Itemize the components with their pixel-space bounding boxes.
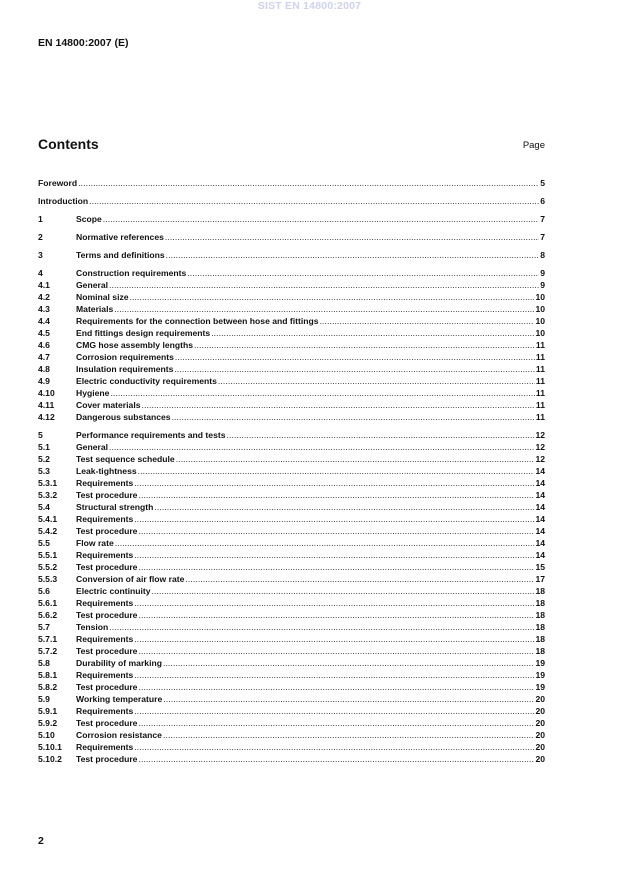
toc-entry[interactable]	[38, 537, 545, 549]
toc-entry-title: Requirements	[76, 598, 134, 608]
toc-entry-title: Tension	[76, 622, 109, 632]
toc-entry-title: Test procedure	[76, 562, 138, 572]
toc-entry-number: 4.8	[38, 364, 50, 374]
toc-entry-title: Test procedure	[76, 526, 138, 536]
toc-entry-number: 4.12	[38, 412, 55, 422]
toc-entry-title: Normative references	[76, 232, 164, 242]
toc-entry-page: 10	[535, 292, 545, 302]
toc-entry-number: 4.9	[38, 376, 50, 386]
toc-entry-page: 20	[535, 694, 545, 704]
toc-dot-leader	[154, 501, 534, 513]
toc-entry-number: 4.3	[38, 304, 50, 314]
toc-entry-page: 19	[535, 658, 545, 668]
toc-entry-number: 4.5	[38, 328, 50, 338]
toc-entry-number: 5.5.1	[38, 550, 58, 560]
toc-entry[interactable]	[38, 351, 545, 363]
toc-dot-leader	[163, 657, 534, 669]
toc-dot-leader	[152, 585, 535, 597]
toc-entry[interactable]	[38, 429, 545, 441]
toc-entry[interactable]	[38, 441, 545, 453]
toc-entry-number: 5.1	[38, 442, 50, 452]
toc-entry-page: 14	[535, 466, 545, 476]
table-of-contents	[38, 177, 545, 765]
toc-dot-leader	[174, 363, 534, 375]
toc-entry[interactable]	[38, 489, 545, 501]
toc-dot-leader	[138, 609, 534, 621]
toc-entry[interactable]	[38, 717, 545, 729]
toc-entry-title: Nominal size	[76, 292, 129, 302]
document-header: EN 14800:2007 (E)	[38, 37, 129, 49]
toc-entry-title: Requirements	[76, 670, 134, 680]
toc-entry[interactable]	[38, 339, 545, 351]
toc-entry-number: 5.10.2	[38, 754, 62, 764]
toc-entry-number: 5.10	[38, 730, 55, 740]
toc-entry-page: 14	[535, 550, 545, 560]
toc-entry[interactable]	[38, 315, 545, 327]
toc-dot-leader	[163, 693, 534, 705]
page-title: Contents	[38, 136, 99, 152]
toc-entry-page: 9	[540, 280, 545, 290]
toc-entry[interactable]	[38, 561, 545, 573]
toc-entry-title: Electric continuity	[76, 586, 151, 596]
toc-dot-leader	[163, 729, 534, 741]
toc-entry[interactable]	[38, 411, 545, 423]
toc-entry[interactable]	[38, 621, 545, 633]
toc-dot-leader	[134, 669, 534, 681]
toc-entry-title: Corrosion requirements	[76, 352, 174, 362]
toc-entry[interactable]	[38, 195, 545, 207]
toc-dot-leader	[134, 741, 534, 753]
toc-entry[interactable]	[38, 549, 545, 561]
toc-entry[interactable]	[38, 681, 545, 693]
toc-entry[interactable]	[38, 303, 545, 315]
toc-entry-number: 3	[38, 250, 43, 260]
toc-entry-page: 18	[535, 622, 545, 632]
toc-entry-number: 5.5.2	[38, 562, 58, 572]
toc-entry[interactable]	[38, 363, 545, 375]
toc-entry-title: Structural strength	[76, 502, 154, 512]
toc-entry-page: 14	[535, 478, 545, 488]
toc-entry-page: 18	[535, 646, 545, 656]
toc-dot-leader	[165, 231, 539, 243]
toc-dot-leader	[138, 561, 534, 573]
toc-entry-title: Working temperature	[76, 694, 163, 704]
toc-entry-number: 4.4	[38, 316, 50, 326]
toc-dot-leader	[218, 375, 535, 387]
toc-dot-leader	[138, 489, 534, 501]
toc-entry-page: 12	[535, 430, 545, 440]
toc-entry-number: 5.8	[38, 658, 50, 668]
toc-dot-leader	[134, 549, 534, 561]
toc-entry-page: 8	[540, 250, 545, 260]
toc-dot-leader	[175, 351, 535, 363]
toc-entry-number: 5.6	[38, 586, 50, 596]
toc-entry-page: 12	[535, 442, 545, 452]
toc-entry-title: Scope	[76, 214, 102, 224]
toc-entry-number: 5.8.1	[38, 670, 58, 680]
toc-entry[interactable]	[38, 669, 545, 681]
toc-entry-page: 5	[540, 178, 545, 188]
toc-entry-number: 4.11	[38, 400, 55, 410]
toc-entry-number: 4.7	[38, 352, 50, 362]
toc-entry-number: 5.7	[38, 622, 50, 632]
toc-entry-title: Test procedure	[76, 718, 138, 728]
toc-entry-number: 5.5	[38, 538, 50, 548]
toc-dot-leader	[130, 291, 535, 303]
toc-entry-page: 14	[535, 502, 545, 512]
toc-entry-page: 12	[535, 454, 545, 464]
toc-entry-page: 7	[540, 214, 545, 224]
toc-entry[interactable]	[38, 573, 545, 585]
toc-dot-leader	[227, 429, 535, 441]
toc-dot-leader	[109, 621, 534, 633]
toc-entry-title: Requirements	[76, 478, 134, 488]
toc-entry[interactable]	[38, 327, 545, 339]
toc-entry[interactable]	[38, 249, 545, 261]
toc-dot-leader	[172, 411, 535, 423]
toc-entry-page: 18	[535, 634, 545, 644]
toc-entry-title: Performance requirements and tests	[76, 430, 226, 440]
toc-entry-title: Materials	[76, 304, 114, 314]
toc-entry-number: 5.7.1	[38, 634, 58, 644]
toc-entry-page: 11	[535, 400, 545, 410]
toc-entry-title: Test sequence schedule	[76, 454, 175, 464]
toc-entry-title: CMG hose assembly lengths	[76, 340, 194, 350]
toc-entry-page: 19	[535, 670, 545, 680]
toc-entry[interactable]	[38, 279, 545, 291]
page-number: 2	[38, 835, 44, 847]
toc-dot-leader	[103, 213, 539, 225]
toc-entry-title: Test procedure	[76, 610, 138, 620]
toc-entry-title: Requirements	[76, 514, 134, 524]
toc-entry[interactable]	[38, 585, 545, 597]
toc-entry-title: Requirements	[76, 550, 134, 560]
toc-entry-title: Insulation requirements	[76, 364, 174, 374]
toc-entry-number: 4.10	[38, 388, 55, 398]
toc-entry-title: Test procedure	[76, 754, 138, 764]
toc-entry-number: 5.4	[38, 502, 50, 512]
toc-dot-leader	[185, 573, 534, 585]
toc-entry-page: 20	[535, 754, 545, 764]
toc-entry[interactable]	[38, 231, 545, 243]
toc-entry-number: 4.1	[38, 280, 50, 290]
toc-entry-title: Corrosion resistance	[76, 730, 162, 740]
toc-entry-number: 5.10.1	[38, 742, 62, 752]
toc-entry-title: Flow rate	[76, 538, 114, 548]
toc-entry-page: 11	[535, 412, 545, 422]
toc-entry-title: Test procedure	[76, 490, 138, 500]
toc-entry-page: 14	[535, 526, 545, 536]
toc-entry[interactable]	[38, 477, 545, 489]
toc-entry[interactable]	[38, 693, 545, 705]
toc-entry-number: 1	[38, 214, 43, 224]
toc-entry-title: End fittings design requirements	[76, 328, 211, 338]
toc-entry[interactable]	[38, 729, 545, 741]
toc-entry-title: Hygiene	[76, 388, 110, 398]
toc-entry-page: 14	[535, 514, 545, 524]
toc-entry[interactable]	[38, 741, 545, 753]
toc-entry-page: 19	[535, 682, 545, 692]
toc-entry-title: Requirements for the connection between hose and fittings	[76, 316, 319, 326]
toc-entry[interactable]	[38, 753, 545, 765]
toc-entry-title: Test procedure	[76, 682, 138, 692]
toc-entry-title: Construction requirements	[76, 268, 187, 278]
toc-entry-number: 5.9.2	[38, 718, 58, 728]
toc-entry-title: Terms and definitions	[76, 250, 165, 260]
toc-dot-leader	[109, 279, 539, 291]
toc-dot-leader	[187, 267, 539, 279]
toc-entry-page: 11	[535, 352, 545, 362]
toc-entry[interactable]	[38, 375, 545, 387]
toc-entry[interactable]	[38, 633, 545, 645]
toc-entry[interactable]	[38, 609, 545, 621]
toc-dot-leader	[134, 477, 534, 489]
toc-dot-leader	[138, 681, 534, 693]
toc-entry-page: 6	[540, 196, 545, 206]
toc-entry-number: 5.4.2	[38, 526, 58, 536]
toc-entry-title: Leak-tightness	[76, 466, 137, 476]
toc-entry[interactable]	[38, 213, 545, 225]
toc-entry-page: 18	[535, 598, 545, 608]
toc-entry-page: 14	[535, 538, 545, 548]
toc-dot-leader	[134, 705, 534, 717]
toc-dot-leader	[78, 177, 539, 189]
toc-entry-title: Electric conductivity requirements	[76, 376, 217, 386]
toc-entry-title: Requirements	[76, 742, 134, 752]
toc-entry-page: 20	[535, 742, 545, 752]
toc-entry-page: 11	[535, 388, 545, 398]
toc-dot-leader	[134, 597, 534, 609]
toc-dot-leader	[176, 453, 535, 465]
toc-entry-title: Requirements	[76, 706, 134, 716]
toc-entry-page: 7	[540, 232, 545, 242]
toc-entry[interactable]	[38, 399, 545, 411]
toc-entry-title: Cover materials	[76, 400, 141, 410]
page-column-label: Page	[522, 140, 545, 151]
toc-entry-page: 17	[535, 574, 545, 584]
toc-entry-title: Requirements	[76, 634, 134, 644]
toc-entry-number: 5.7.2	[38, 646, 58, 656]
toc-entry-number: 5.3	[38, 466, 50, 476]
toc-entry[interactable]	[38, 525, 545, 537]
toc-entry-title: General	[76, 280, 109, 290]
toc-dot-leader	[138, 753, 534, 765]
watermark: SIST EN 14800:2007	[257, 0, 362, 12]
toc-dot-leader	[138, 525, 534, 537]
toc-entry-page: 20	[535, 730, 545, 740]
toc-entry-number: 5.8.2	[38, 682, 58, 692]
toc-entry-page: 18	[535, 610, 545, 620]
toc-entry[interactable]	[38, 291, 545, 303]
toc-entry[interactable]	[38, 705, 545, 717]
toc-entry-page: 10	[535, 304, 545, 314]
toc-entry-title: Test procedure	[76, 646, 138, 656]
toc-entry-number: 5.9.1	[38, 706, 58, 716]
toc-dot-leader	[138, 645, 534, 657]
toc-entry-page: 10	[535, 328, 545, 338]
toc-entry-number: 4.6	[38, 340, 50, 350]
toc-entry[interactable]	[38, 177, 545, 189]
toc-entry-page: 15	[535, 562, 545, 572]
toc-entry-title: Introduction	[38, 196, 89, 206]
toc-dot-leader	[110, 387, 534, 399]
toc-dot-leader	[134, 513, 534, 525]
toc-entry-page: 9	[540, 268, 545, 278]
toc-entry[interactable]	[38, 645, 545, 657]
toc-dot-leader	[166, 249, 540, 261]
toc-entry[interactable]	[38, 657, 545, 669]
toc-entry-number: 4.2	[38, 292, 50, 302]
toc-entry-number: 4	[38, 268, 43, 278]
toc-entry-title: Durability of marking	[76, 658, 162, 668]
toc-entry-page: 11	[535, 364, 545, 374]
toc-entry-number: 5.6.2	[38, 610, 58, 620]
toc-entry-number: 5	[38, 430, 43, 440]
toc-dot-leader	[109, 441, 534, 453]
toc-entry[interactable]	[38, 387, 545, 399]
toc-entry-page: 20	[535, 718, 545, 728]
toc-entry-page: 14	[535, 490, 545, 500]
toc-entry-page: 10	[535, 316, 545, 326]
toc-entry-title: Foreword	[38, 178, 78, 188]
toc-entry-title: Dangerous substances	[76, 412, 171, 422]
toc-entry-number: 5.5.3	[38, 574, 58, 584]
toc-dot-leader	[114, 303, 534, 315]
toc-entry-number: 5.3.1	[38, 478, 58, 488]
toc-entry[interactable]	[38, 513, 545, 525]
toc-entry[interactable]	[38, 501, 545, 513]
toc-entry-title: Conversion of air flow rate	[76, 574, 185, 584]
toc-dot-leader	[134, 633, 534, 645]
toc-entry-page: 11	[535, 340, 545, 350]
toc-entry-title: General	[76, 442, 109, 452]
toc-dot-leader	[320, 315, 535, 327]
toc-entry[interactable]	[38, 597, 545, 609]
toc-entry[interactable]	[38, 465, 545, 477]
toc-entry-page: 18	[535, 586, 545, 596]
toc-entry-number: 5.4.1	[38, 514, 58, 524]
toc-dot-leader	[138, 465, 535, 477]
toc-entry-number: 5.6.1	[38, 598, 58, 608]
toc-entry-number: 5.3.2	[38, 490, 58, 500]
toc-dot-leader	[89, 195, 539, 207]
toc-entry-number: 5.2	[38, 454, 50, 464]
toc-dot-leader	[211, 327, 534, 339]
toc-entry-page: 11	[535, 376, 545, 386]
toc-dot-leader	[115, 537, 535, 549]
toc-entry[interactable]	[38, 453, 545, 465]
toc-dot-leader	[194, 339, 535, 351]
toc-entry-page: 20	[535, 706, 545, 716]
toc-dot-leader	[142, 399, 535, 411]
toc-entry[interactable]	[38, 267, 545, 279]
toc-dot-leader	[138, 717, 534, 729]
toc-entry-number: 2	[38, 232, 43, 242]
toc-entry-number: 5.9	[38, 694, 50, 704]
